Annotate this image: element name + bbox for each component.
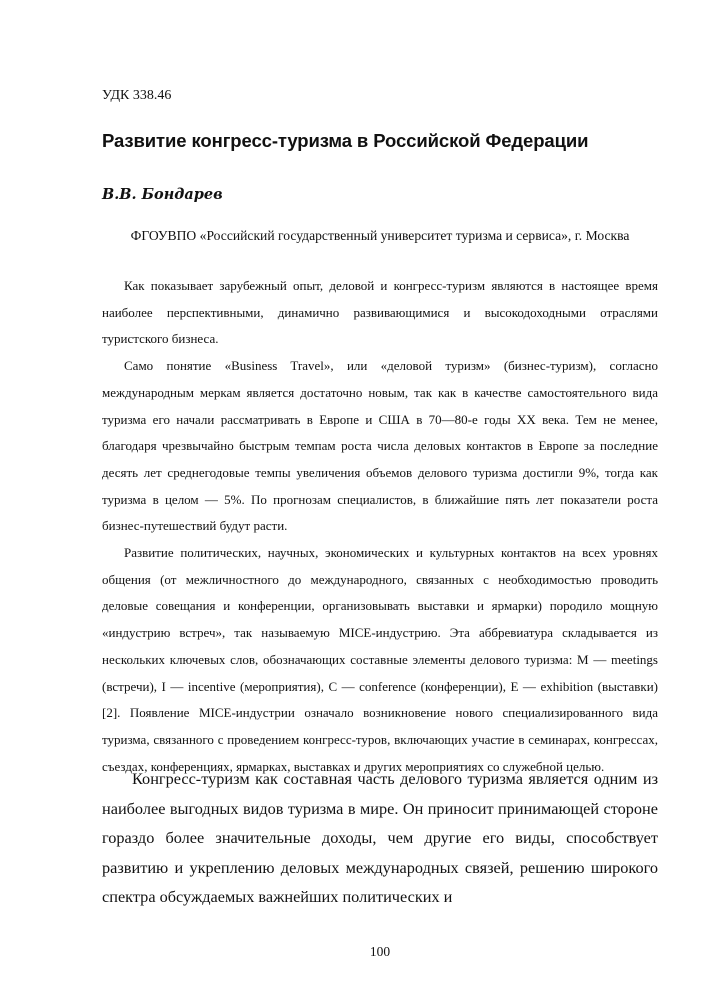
article-body — [102, 273, 658, 780]
author-affiliation: ФГОУВПО «Российский государственный университет туризма и сервиса», г. Москва — [130, 228, 630, 243]
author-name: В.В. Бондарев — [102, 186, 223, 203]
body-paragraph-4: Конгресс-туризм как составная часть делового туризма является одним из наиболее выгодных видов туризма в мире. Он приносит принимающей стороне гораздо более значительные доходы, чем другие его виды, способствует развитию и укреплению деловых международных связей, решению широкого спектра обсуждаемых важнейших политических и — [102, 769, 658, 906]
body-paragraph-3: Развитие политических, научных, экономических и культурных контактов на всех уровнях общения (от межличностного до международного, связанных с необходимостью проводить деловые совещания и конференции, организовывать выставки и ярмарки) породило мощную «индустрию встреч», так называемую MICE-индустрию. Эта аббревиатура складывается из нескольких ключевых слов, обозначающих составные элементы делового туризма: M — meetings (встречи), I — incentive (мероприятия), C — conference (конференции), E — exhibition (выставки) [2]. Появление MICE-индустрии означало возникновение нового специализированного вида туризма, связанного с проведением конгресс-туров, включающих участие в семинарах, конгрессах, съездах, конференциях, ярмарках, выставках и других мероприятиях со служебной целью. — [102, 545, 658, 774]
udk-code: УДК 338.46 — [102, 88, 172, 103]
article-body-continued — [102, 764, 658, 912]
article-title: Развитие конгресс-туризма в Российской Федерации — [102, 130, 589, 151]
body-paragraph-1: Как показывает зарубежный опыт, деловой и конгресс-туризм являются в настоящее время наиболее перспективными, динамично развивающимися и высокодоходными отраслями туристского бизнеса. — [102, 278, 658, 347]
body-paragraph-2: Само понятие «Business Travel», или «деловой туризм» (бизнес-туризм), согласно международным меркам является достаточно новым, так как в качестве самостоятельного вида туризма его начали рассматривать в Европе и США в 70—80-е годы XX века. Тем не менее, благодаря чрезвычайно быстрым темпам роста числа деловых контактов в Европе за последние десять лет среднегодовые темпы увеличения объемов делового туризма достигли 9%, тогда как туризма в целом — 5%. По прогнозам специалистов, в ближайшие пять лет показатели роста бизнес-путешествий будут расти. — [102, 358, 658, 534]
page-number: 100 — [369, 944, 391, 959]
